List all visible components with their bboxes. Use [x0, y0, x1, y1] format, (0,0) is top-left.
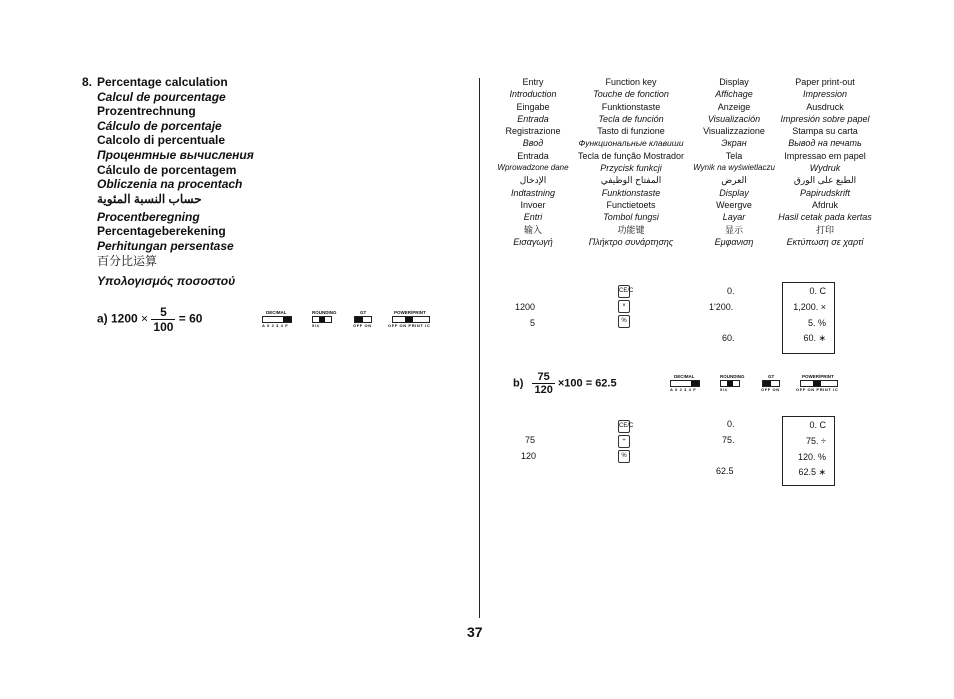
- fraction-numerator: 5: [151, 305, 175, 320]
- gt-switch-b: [762, 380, 780, 387]
- decimal-switch-b: [670, 380, 700, 387]
- title-es: Cálculo de porcentaje: [97, 118, 222, 133]
- entry-ar: الإدخال: [519, 175, 547, 186]
- display-nl: Weergve: [716, 199, 752, 210]
- display-b-1: 0.: [727, 419, 735, 429]
- rounding-switch: [312, 316, 332, 323]
- section-titles: [97, 75, 254, 289]
- paper-it: Stampa su carta: [792, 126, 858, 137]
- paper-tape-b: [782, 416, 835, 486]
- display-it: Visualizzazione: [703, 126, 765, 137]
- tape-b-line-3: 120. %: [797, 452, 826, 462]
- display-da: Display: [719, 187, 749, 198]
- gt-ticks-b: OFF ON: [761, 387, 780, 392]
- title-id: Perhitungan persentase: [97, 238, 234, 253]
- gt-switch-label: GT: [360, 310, 367, 315]
- entry-nl: Invoer: [520, 199, 546, 210]
- display-ru: Экран: [721, 138, 747, 149]
- ce-c-key-icon: CE/C: [618, 285, 630, 298]
- column-divider: [479, 78, 480, 618]
- power-switch-b: [800, 380, 838, 387]
- tape-a-line-4: 60. ∗: [803, 333, 826, 343]
- percent-key-b-icon: %: [618, 450, 630, 463]
- switch-panel-a: [262, 310, 440, 330]
- tape-a-line-1: 0. C: [809, 286, 826, 296]
- title-ar: حساب النسبة المئوية: [97, 191, 202, 206]
- paper-ru: Вывод на печать: [788, 138, 862, 149]
- multiply-key-icon: ×: [618, 300, 630, 313]
- display-id: Layar: [722, 212, 746, 223]
- paper-tape-a: [782, 282, 835, 354]
- tape-b-line-1: 0. C: [809, 420, 826, 430]
- times-sign: ×: [141, 311, 149, 326]
- entry-zh: 输入: [523, 224, 542, 235]
- display-es: Visualización: [707, 113, 761, 124]
- fkey-en: Function key: [605, 77, 657, 87]
- example-b-fraction: [532, 371, 554, 396]
- entry-ru: Ввод: [522, 138, 544, 149]
- display-en: Display: [719, 77, 749, 87]
- title-el: Υπολογισμός ποσοστού: [97, 274, 236, 289]
- entry-b-1: 75: [525, 435, 536, 445]
- example-b-rest: ×100 = 62.5: [557, 377, 617, 390]
- example-b-label: b): [513, 377, 524, 390]
- fkey-zh: 功能键: [617, 224, 645, 235]
- switch-panel-b: [670, 374, 848, 394]
- decimal-ticks-b: A 0 2 3 4 F: [670, 387, 697, 392]
- title-nl: Percentageberekening: [97, 224, 226, 239]
- example-a-result: = 60: [178, 311, 203, 326]
- entry-b-2: 120: [521, 451, 537, 461]
- gt-switch-b-label: GT: [768, 374, 775, 379]
- paper-pl: Wydruk: [809, 163, 841, 174]
- display-b-2: 75.: [722, 435, 735, 445]
- column-paper: [772, 76, 878, 248]
- power-ticks-b: OFF ON PRINT IC: [796, 387, 839, 392]
- fkey-el: Πλήκτρο συνάρτησης: [588, 236, 674, 247]
- fkey-nl: Functietoets: [606, 199, 656, 210]
- power-ticks: OFF ON PRINT IC: [388, 323, 431, 328]
- column-entry: [490, 76, 576, 248]
- title-da: Procentberegning: [97, 209, 200, 224]
- entry-a-1: 1200: [515, 302, 536, 312]
- power-switch-b-label: POWER/PRINT: [802, 374, 834, 379]
- fkey-es: Tecla de función: [598, 113, 664, 124]
- entry-da: Indtastning: [510, 187, 556, 198]
- rounding-ticks-b: 5/4: [720, 387, 728, 392]
- fkey-id: Tombol fungsi: [603, 212, 659, 223]
- entry-fr: Introduction: [509, 89, 557, 100]
- percent-key-icon: %: [618, 315, 630, 328]
- title-ru: Процентные вычисления: [97, 147, 254, 162]
- gt-switch: [354, 316, 372, 323]
- paper-fr: Impression: [802, 89, 847, 100]
- example-a-fraction: [151, 305, 175, 334]
- display-de: Anzeige: [717, 101, 751, 112]
- fkey-it: Tasto di funzione: [597, 126, 665, 137]
- example-b-formula: [513, 371, 617, 396]
- fkey-fr: Touche de fonction: [593, 89, 669, 100]
- tape-a-line-2: 1,200. ×: [793, 302, 826, 312]
- example-a-label: a) 1200: [97, 311, 138, 326]
- paper-nl: Afdruk: [811, 199, 838, 210]
- title-fr: Calcul de pourcentage: [97, 89, 226, 104]
- section-number: 8.: [82, 75, 93, 89]
- title-pt: Cálculo de porcentagem: [97, 162, 237, 177]
- column-function-key: [572, 76, 690, 248]
- tape-b-line-2: 75. ÷: [806, 436, 826, 446]
- paper-el: Εκτύπωση σε χαρτί: [786, 236, 864, 247]
- decimal-ticks: A 0 2 3 4 F: [262, 323, 289, 328]
- fraction-b-denominator: 120: [534, 384, 553, 396]
- entry-pl: Wprowadzone dane: [497, 163, 569, 173]
- entry-it: Registrazione: [505, 126, 561, 137]
- paper-zh: 打印: [815, 224, 834, 235]
- fraction-denominator: 100: [153, 320, 174, 334]
- rounding-ticks: 5/4: [312, 323, 320, 328]
- entry-a-2: 5: [530, 318, 536, 328]
- entry-pt: Entrada: [517, 150, 549, 161]
- power-switch-label: POWER/PRINT: [394, 310, 426, 315]
- title-pl: Obliczenia na procentach: [97, 177, 243, 192]
- rounding-switch-b-label: ROUNDING: [720, 374, 745, 379]
- fraction-b-numerator: 75: [532, 371, 554, 384]
- display-pl: Wynik na wyświetlaczu: [693, 163, 775, 173]
- paper-pt: Impressao em papel: [784, 150, 866, 161]
- fkey-da: Funktionstaste: [601, 187, 661, 198]
- title-zh: 百分比运算: [97, 253, 158, 268]
- tape-a-line-3: 5. %: [807, 318, 826, 328]
- display-a-2: 1'200.: [709, 302, 734, 312]
- title-de: Prozentrechnung: [97, 104, 196, 119]
- display-el: Εμφανιση: [714, 236, 754, 247]
- fkey-ar: المفتاح الوظيفي: [600, 175, 662, 186]
- entry-de: Eingabe: [516, 101, 550, 112]
- decimal-switch-label: DECIMAL: [266, 310, 287, 315]
- entry-id: Entri: [523, 212, 543, 223]
- entry-el: Εισαγωγή: [513, 236, 553, 247]
- display-pt: Tela: [725, 150, 743, 161]
- entry-es: Entrada: [517, 113, 549, 124]
- paper-ar: الطبع على الورق: [793, 175, 857, 186]
- paper-da: Papirudskrift: [799, 187, 851, 198]
- display-ar: العرض: [721, 175, 747, 186]
- entry-en: Entry: [522, 77, 544, 87]
- display-fr: Affichage: [715, 89, 753, 100]
- decimal-switch: [262, 316, 292, 323]
- page-number: 37: [467, 624, 483, 640]
- display-zh: 显示: [724, 224, 743, 235]
- paper-de: Ausdruck: [806, 101, 844, 112]
- fkey-ru: Функциональные клавиши: [578, 138, 684, 149]
- column-display: [686, 76, 782, 248]
- title-en: Percentage calculation: [97, 75, 228, 89]
- title-it: Calcolo di percentuale: [97, 133, 226, 148]
- fkey-pl: Przycisk funkcji: [600, 163, 662, 174]
- display-a-1: 0.: [727, 286, 735, 296]
- divide-key-icon: ÷: [618, 435, 630, 448]
- rounding-switch-b: [720, 380, 740, 387]
- gt-ticks: OFF ON: [353, 323, 372, 328]
- paper-es: Impresión sobre papel: [780, 113, 870, 124]
- example-a-formula: [97, 305, 202, 334]
- rounding-switch-label: ROUNDING: [312, 310, 337, 315]
- power-switch: [392, 316, 430, 323]
- fkey-de: Funktionstaste: [601, 101, 661, 112]
- display-a-3: 60.: [722, 333, 735, 343]
- tape-b-line-4: 62.5 ∗: [798, 467, 826, 477]
- fkey-pt: Tecla de função Mostrador: [577, 150, 685, 161]
- ce-c-key-b-icon: CE/C: [618, 420, 630, 433]
- paper-id: Hasil cetak pada kertas: [778, 212, 872, 223]
- display-b-3: 62.5: [716, 466, 734, 476]
- decimal-switch-b-label: DECIMAL: [674, 374, 695, 379]
- paper-en: Paper print-out: [795, 77, 855, 87]
